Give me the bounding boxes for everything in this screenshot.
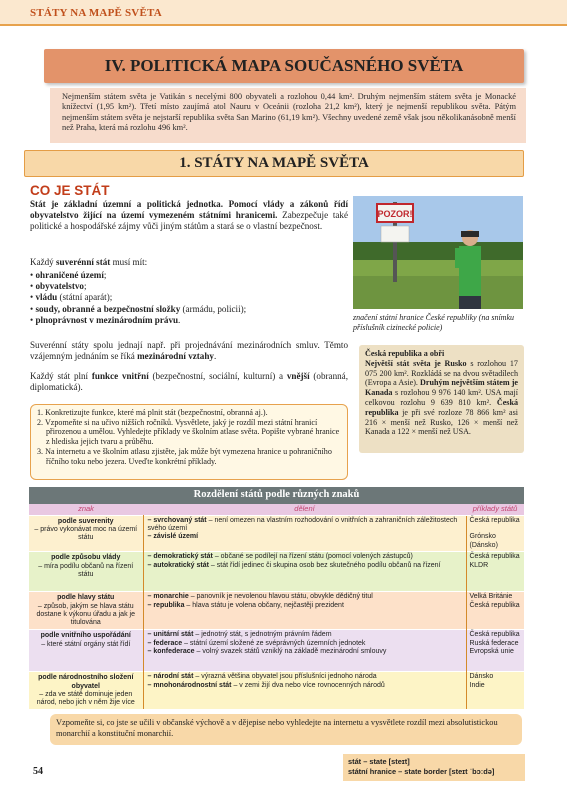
table-cell-division xyxy=(143,592,466,630)
table-cell-examples xyxy=(466,552,524,592)
table-row xyxy=(29,592,524,630)
task-item: 1. Konkretizujte funkce, které má plnit stát (bezpečnostní, obranná aj.). xyxy=(37,408,268,417)
example: Česká republika xyxy=(469,631,520,639)
example: Grónsko (Dánsko) xyxy=(469,533,498,549)
sign-note: – zda ve státě dominuje jeden národ, nebo jich v něm žije více xyxy=(36,690,135,707)
state-classification-table xyxy=(29,487,524,709)
division-text: – volný svazek států vzniklý na základě mezinárodní smlouvy xyxy=(194,647,387,655)
example: Velká Británie xyxy=(469,593,513,601)
task-item: 2. Vzpomeňte si na učivo nižších ročníků. Vysvětlete, jaký je rozdíl mezi státní hranicí přirozenou a umělou. Vyhledejte příklady ve školním atlase světa. Popište vybrané hranice z hlediska jejich tvaru a průběhu. xyxy=(37,417,340,447)
division-term: – monarchie xyxy=(147,593,189,601)
info-box-title: Česká republika a obři xyxy=(365,349,445,358)
table-cell-division xyxy=(143,672,466,709)
table-cell-sign xyxy=(29,630,143,672)
example: Indie xyxy=(469,681,485,689)
division-term: – autokratický stát xyxy=(147,561,209,569)
text-run-bold: suverénní stát xyxy=(56,257,111,267)
list-item-bold: obyvatelstvo xyxy=(35,281,84,292)
text-run-bold: Největší stát světa je Rusko xyxy=(365,358,467,368)
paragraph-relations xyxy=(30,340,348,362)
division-text: – občané se podílejí na řízení státu (pomocí volených zástupců) xyxy=(212,553,413,561)
text-run: (obranná, diplomatická). xyxy=(30,371,348,393)
text-run: Suverénní státy spolu jednají např. při projednávání mezinárodních smluv. Těmto vzájemným jednáním se říká xyxy=(30,340,348,362)
table-header: příklady států xyxy=(466,504,524,515)
subsection-title: CO JE STÁT xyxy=(30,183,110,198)
section-title: 1. STÁTY NA MAPĚ SVĚTA xyxy=(179,155,369,171)
text-run: . xyxy=(213,351,217,362)
chapter-title-box xyxy=(44,49,524,83)
division-text: – státní území složené ze svéprávných územních jednotek xyxy=(182,639,366,647)
sign-title: podle suverenity xyxy=(57,517,114,525)
list-item: • plnoprávnost v mezinárodním právu. xyxy=(30,314,181,325)
example: Ruská federace xyxy=(469,639,519,647)
paragraph-definition xyxy=(30,199,348,233)
sign-note: – míra podílu občanů na řízení státu xyxy=(38,562,134,578)
division-term: – federace xyxy=(147,639,183,647)
list-item: • obyvatelstvo; xyxy=(30,281,87,292)
table-cell-division xyxy=(143,552,466,592)
division-text: – stát řídí jedinec či skupina osob bez skutečného podílu občanů na řízení xyxy=(208,561,441,569)
definition-rest: Zabezpečuje také politické a hospodářské zájmy vůči jiným státům a stará se o vlastní bezpečnost. xyxy=(30,210,348,232)
division-text: – hlava státu je volena občany, nejčastěji prezident xyxy=(184,601,344,609)
glossary-entry: státní hranice – state border [steɪt ˈbɔːdə] xyxy=(348,766,495,776)
glossary-entry: stát – state [steɪt] xyxy=(348,757,410,766)
division-text: – není omezen na vlastním rozhodování o vnitřních a zahraničních záležitostech svého území xyxy=(147,516,458,532)
table-title: Rozdělení států podle různých znaků xyxy=(29,487,524,504)
sign-title: podle způsobu vlády xyxy=(51,554,121,562)
division-term: – mnohonárodnostní stát xyxy=(147,681,232,689)
list-item: • ohraničené území; xyxy=(30,270,107,280)
table-cell-examples xyxy=(466,592,524,630)
glossary-box xyxy=(343,754,525,781)
list-item-rest: (státní aparát); xyxy=(57,292,113,303)
list-item-bold: ohraničené území xyxy=(35,270,104,280)
text-run-bold: vnější xyxy=(286,371,310,381)
paragraph-functions xyxy=(30,371,348,393)
sign-note: – které státní orgány stát řídí xyxy=(41,640,131,648)
list-item-bold: plnoprávnost v mezinárodním právu xyxy=(35,314,179,325)
division-text: – výrazná většina obyvatel jsou příslušníci jednoho národa xyxy=(193,673,377,681)
list-item-bold: vládu xyxy=(35,292,58,303)
chapter-title: IV. POLITICKÁ MAPA SOUČASNÉHO SVĚTA xyxy=(104,56,464,75)
page-number: 54 xyxy=(33,766,43,777)
list-item-rest: . xyxy=(178,314,181,325)
table-cell-division xyxy=(143,630,466,672)
text-run: s rozlohou 17 075 200 km². Rozkládá se na dvou světadílech (Evropa a Asie). xyxy=(365,358,518,388)
sign-title: podle vnitřního uspořádání xyxy=(40,632,131,640)
sign-title: podle hlavy státu xyxy=(57,594,115,602)
info-box-czech-giants xyxy=(359,345,524,453)
list-item: • soudy, obranné a bezpečnostní složky (armádu, policii); xyxy=(30,303,247,314)
text-run: s rozlohou 9 976 140 km². USA mají celkovou rozlohu 9 639 810 km². xyxy=(365,388,518,407)
list-item-rest: (armádu, policii); xyxy=(180,303,247,314)
example: Česká republika xyxy=(469,516,520,524)
sign-note: – způsob, jakým se hlava státu dostane k výkonu úřadu a jak je titulována xyxy=(36,602,135,627)
recall-box: Vzpomeňte si, co jste se učili v občanské výchově a v dějepise nebo vyhledejte na internetu a vysvětlete rozdíl mezi absolutistickou monarchií a konstituční monarchií. xyxy=(50,714,522,745)
sign-title: podle národnostního složení obyvatel xyxy=(38,674,134,690)
division-term: – svrchovaný stát xyxy=(147,516,207,524)
table-cell-sign xyxy=(29,515,143,552)
table-header: dělení xyxy=(143,504,466,515)
border-photo-illustration xyxy=(353,196,523,309)
division-text: – panovník je nevolenou hlavou státu, obvykle dědičný titul xyxy=(188,593,373,601)
text-run-bold: mezinárodní vztahy xyxy=(137,351,214,362)
division-term: – republika xyxy=(147,601,185,609)
example: Evropská unie xyxy=(469,647,514,655)
tasks-box xyxy=(30,404,348,480)
division-term: – národní stát xyxy=(147,673,194,681)
table-row xyxy=(29,515,524,552)
definition-bold: Stát je základní územní a politická jednotka. Pomocí vlády a zákonů řídí obyvatelstvo žijící na území vymezeném státními hranicemi. xyxy=(30,199,348,221)
list-item-rest: ; xyxy=(83,281,87,292)
division-term: – unitární stát xyxy=(147,631,194,639)
paragraph-requirements xyxy=(30,257,348,268)
division-term: – konfederace xyxy=(147,647,195,655)
table-cell-sign xyxy=(29,552,143,592)
border-photo xyxy=(353,196,523,309)
list-item-bold: soudy, obranné a bezpečnostní složky xyxy=(35,303,181,314)
running-title: STÁTY NA MAPĚ SVĚTA xyxy=(30,7,162,19)
sign-text: POZOR! xyxy=(377,209,413,219)
table-cell-examples xyxy=(466,672,524,709)
text-run: Každý stát plní xyxy=(30,371,92,381)
running-header xyxy=(0,0,567,26)
example: Dánsko xyxy=(469,673,494,681)
table-row xyxy=(29,552,524,592)
division-text: – jednotný stát, s jednotným právním řádem xyxy=(193,631,332,639)
text-run-bold: Druhým největším státem je Kanada xyxy=(365,378,518,398)
example: KLDR xyxy=(469,561,489,569)
intro-box: Nejmenším státem světa je Vatikán s necelými 800 obyvateli a rozlohou 0,44 km². Druhým nejmenším státem světa je Monacké knížectví (1,95 km²). Třetí místo zaujímá atol Nauru v Oceánii (rozloha 21,2 km²), který je nejmenší republikou světa. Pátým nejmenším státem světa je nejstarší republika světa San Marino (61,19 km²). Všechny uvedené země však jsou několikanásobně menší než Praha, která má rozlohu 496 km². xyxy=(50,88,526,143)
table-cell-sign xyxy=(29,672,143,709)
requirements-list xyxy=(30,270,348,326)
example: Česká republika xyxy=(469,601,520,609)
table-row xyxy=(29,672,524,709)
table-cell-sign xyxy=(29,592,143,630)
photo-caption: značení státní hranice České republiky (na snímku příslušník cizinecké policie) xyxy=(353,313,514,332)
division-term: – závislé území xyxy=(147,533,199,541)
table-cell-division xyxy=(143,515,466,552)
table-cell-examples xyxy=(466,515,524,552)
table-header: znak xyxy=(29,504,143,515)
example: Česká republika xyxy=(469,553,520,561)
text-run: musí mít: xyxy=(110,257,148,267)
division-text: – v zemi žijí dva nebo více rovnocenných národů xyxy=(231,681,385,689)
text-run: Každý xyxy=(30,257,57,267)
table-row xyxy=(29,630,524,672)
text-run-bold: Česká republika xyxy=(365,397,518,417)
text-run-bold: funkce vnitřní xyxy=(91,371,149,381)
section-title-box xyxy=(24,150,524,177)
text-run: je při své rozloze 78 866 km² asi 216 × menší než Rusko, 126 × menší než Kanada a 122 × menší než USA. xyxy=(365,407,518,437)
list-item-rest: ; xyxy=(103,270,107,280)
table-cell-examples xyxy=(466,630,524,672)
division-term: – demokratický stát xyxy=(147,553,213,561)
sign-note: – právo vykonávat moc na území státu xyxy=(34,525,138,542)
list-item: • vládu (státní aparát); xyxy=(30,292,113,303)
task-item: 3. Na internetu a ve školním atlasu zjistěte, jak může být vymezena hranice u pohraničního říčního toku nebo jezera. Uveďte konkrétní příklady. xyxy=(37,446,332,466)
text-run: (bezpečnostní, sociální, kulturní) a xyxy=(148,371,287,381)
